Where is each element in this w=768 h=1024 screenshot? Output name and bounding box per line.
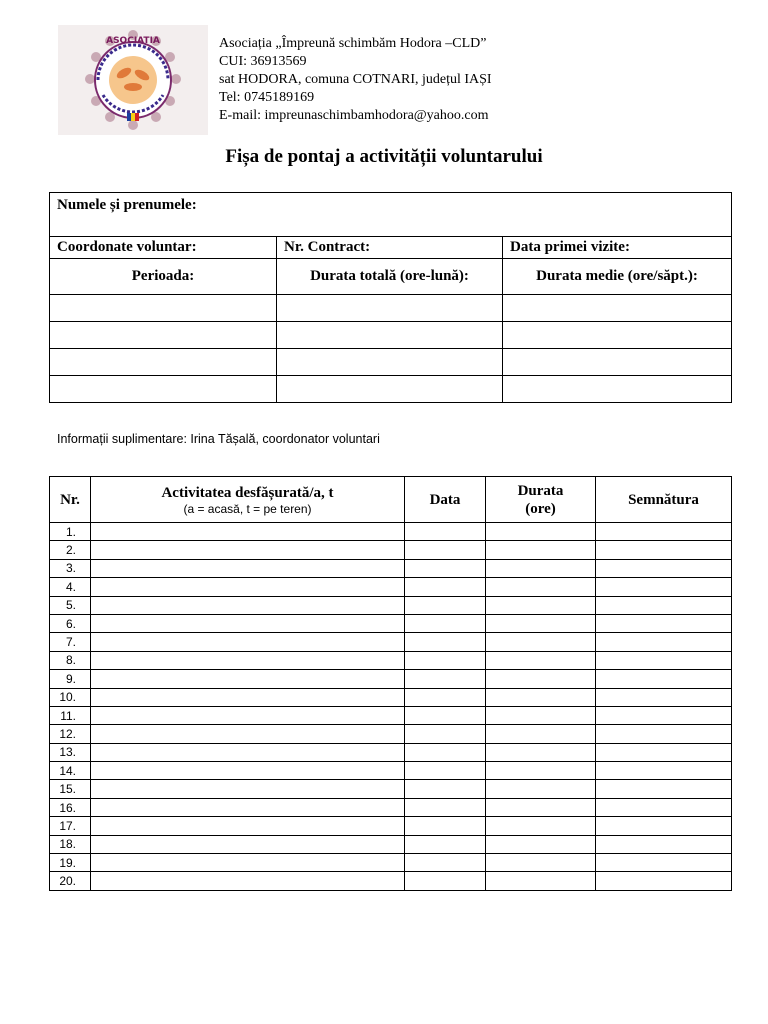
table-row [50,743,732,761]
signature-cell[interactable] [596,854,732,872]
duration-cell[interactable] [486,633,596,651]
signature-cell[interactable] [596,780,732,798]
col-activity-header [91,477,405,523]
duration-cell[interactable] [486,614,596,632]
name-label: Numele și prenumele: [57,197,197,213]
total-cell[interactable] [277,376,503,403]
row-number: 9. [50,670,91,688]
duration-cell[interactable] [486,559,596,577]
row-number: 16. [50,798,91,816]
duration-cell[interactable] [486,670,596,688]
date-cell[interactable] [405,578,486,596]
row-number: 17. [50,817,91,835]
signature-cell[interactable] [596,596,732,614]
duration-cell[interactable] [486,780,596,798]
row-number: 6. [50,614,91,632]
signature-cell[interactable] [596,798,732,816]
signature-cell[interactable] [596,706,732,724]
table-row [50,596,732,614]
date-cell[interactable] [405,559,486,577]
col-signature-header: Semnătura [596,477,732,523]
date-cell[interactable] [405,523,486,541]
table-row [50,835,732,853]
table-row [50,817,732,835]
table-row [50,798,732,816]
col-date-header: Data [405,477,486,523]
duration-cell[interactable] [486,854,596,872]
organization-info [219,35,492,125]
date-cell[interactable] [405,725,486,743]
activity-cell[interactable] [91,780,405,798]
volunteer-details-table [49,192,732,403]
signature-cell[interactable] [596,872,732,890]
duration-cell[interactable] [486,578,596,596]
date-cell[interactable] [405,596,486,614]
date-cell[interactable] [405,706,486,724]
signature-cell[interactable] [596,725,732,743]
col-activity-subtitle: (a = acasă, t = pe teren) [183,501,312,516]
activity-cell[interactable] [91,706,405,724]
table-row [50,762,732,780]
signature-cell[interactable] [596,614,732,632]
activity-log-table [49,476,732,891]
signature-cell[interactable] [596,523,732,541]
avg-cell[interactable] [503,295,732,322]
duration-cell[interactable] [486,817,596,835]
table-row [50,651,732,669]
activity-cell[interactable] [91,872,405,890]
table-row [50,854,732,872]
activity-cell[interactable] [91,651,405,669]
row-number: 3. [50,559,91,577]
duration-cell[interactable] [486,596,596,614]
row-number: 10. [50,688,91,706]
date-cell[interactable] [405,651,486,669]
org-name: Asociația „Împreună schimbăm Hodora –CLD” [219,36,487,51]
activity-cell[interactable] [91,835,405,853]
table-row [50,780,732,798]
signature-cell[interactable] [596,651,732,669]
table-row [50,559,732,577]
activity-cell[interactable] [91,725,405,743]
contract-label: Nr. Contract: [284,239,371,255]
duration-cell[interactable] [486,743,596,761]
avg-cell[interactable] [503,322,732,349]
row-number: 7. [50,633,91,651]
row-number: 18. [50,835,91,853]
activity-cell[interactable] [91,541,405,559]
activity-cell[interactable] [91,670,405,688]
first-visit-label: Data primei vizite: [510,239,630,255]
contract-field[interactable] [277,237,503,259]
table-row [50,541,732,559]
duration-cell[interactable] [486,835,596,853]
duration-cell[interactable] [486,798,596,816]
date-cell[interactable] [405,633,486,651]
date-cell[interactable] [405,872,486,890]
row-number: 4. [50,578,91,596]
table-row [50,633,732,651]
row-number: 5. [50,596,91,614]
total-cell[interactable] [277,295,503,322]
row-number: 1. [50,523,91,541]
activity-cell[interactable] [91,798,405,816]
date-cell[interactable] [405,743,486,761]
table-row [50,872,732,890]
date-cell[interactable] [405,614,486,632]
activity-cell[interactable] [91,559,405,577]
duration-cell[interactable] [486,762,596,780]
row-number: 13. [50,743,91,761]
duration-cell[interactable] [486,523,596,541]
signature-cell[interactable] [596,835,732,853]
first-visit-field[interactable] [503,237,732,259]
date-cell[interactable] [405,688,486,706]
signature-cell[interactable] [596,670,732,688]
date-cell[interactable] [405,780,486,798]
document-title: Fișa de pontaj a activității voluntarului [225,146,543,167]
activity-cell[interactable] [91,743,405,761]
period-cell[interactable] [50,349,277,376]
total-cell[interactable] [277,349,503,376]
signature-cell[interactable] [596,762,732,780]
date-cell[interactable] [405,762,486,780]
row-number: 2. [50,541,91,559]
date-cell[interactable] [405,541,486,559]
activity-cell[interactable] [91,578,405,596]
table-row [50,706,732,724]
total-cell[interactable] [277,322,503,349]
row-number: 11. [50,706,91,724]
svg-text:ASOCIAȚIA: ASOCIAȚIA [106,36,160,46]
supplementary-info: Informații suplimentare: Irina Tășală, coordonator voluntari [57,432,380,446]
activity-cell[interactable] [91,688,405,706]
avg-cell[interactable] [503,376,732,403]
activity-cell[interactable] [91,854,405,872]
avg-cell[interactable] [503,349,732,376]
table-row [50,523,732,541]
duration-cell[interactable] [486,725,596,743]
period-cell[interactable] [50,376,277,403]
col-duration-header [486,477,596,523]
date-cell[interactable] [405,817,486,835]
signature-cell[interactable] [596,817,732,835]
table-row [50,670,732,688]
signature-cell[interactable] [596,559,732,577]
row-number: 12. [50,725,91,743]
avg-duration-header: Durata medie (ore/săpt.): [503,259,732,295]
activity-cell[interactable] [91,633,405,651]
signature-cell[interactable] [596,633,732,651]
activity-rows [50,523,732,891]
activity-cell[interactable] [91,762,405,780]
col-duration-title: Durata [517,482,564,499]
date-cell[interactable] [405,854,486,872]
duration-cell[interactable] [486,706,596,724]
org-address: sat HODORA, comuna COTNARI, județul IAȘI [219,72,492,87]
signature-cell[interactable] [596,688,732,706]
signature-cell[interactable] [596,541,732,559]
total-duration-header: Durata totală (ore-lună): [277,259,503,295]
duration-cell[interactable] [486,872,596,890]
duration-cell[interactable] [486,651,596,669]
date-cell[interactable] [405,670,486,688]
org-email: E-mail: impreunaschimbamhodora@yahoo.com [219,108,489,123]
row-number: 20. [50,872,91,890]
col-nr-header: Nr. [50,477,91,523]
col-activity-title: Activitatea desfășurată/a, t [161,484,334,501]
duration-cell[interactable] [486,688,596,706]
period-cell[interactable] [50,322,277,349]
table-row [50,688,732,706]
table-row [50,614,732,632]
org-cui: CUI: 36913569 [219,54,307,69]
coord-label: Coordonate voluntar: [57,239,197,255]
row-number: 14. [50,762,91,780]
row-number: 15. [50,780,91,798]
period-cell[interactable] [50,295,277,322]
duration-cell[interactable] [486,541,596,559]
activity-cell[interactable] [91,523,405,541]
date-cell[interactable] [405,835,486,853]
activity-cell[interactable] [91,596,405,614]
activity-cell[interactable] [91,817,405,835]
signature-cell[interactable] [596,743,732,761]
table-row [50,578,732,596]
row-number: 8. [50,651,91,669]
activity-cell[interactable] [91,614,405,632]
org-phone: Tel: 0745189169 [219,90,315,105]
name-field[interactable] [50,193,732,237]
coord-field[interactable] [50,237,277,259]
table-row [50,725,732,743]
col-duration-unit: (ore) [525,500,556,517]
signature-cell[interactable] [596,578,732,596]
association-logo [58,25,208,135]
row-number: 19. [50,854,91,872]
period-header: Perioada: [50,259,277,295]
date-cell[interactable] [405,798,486,816]
